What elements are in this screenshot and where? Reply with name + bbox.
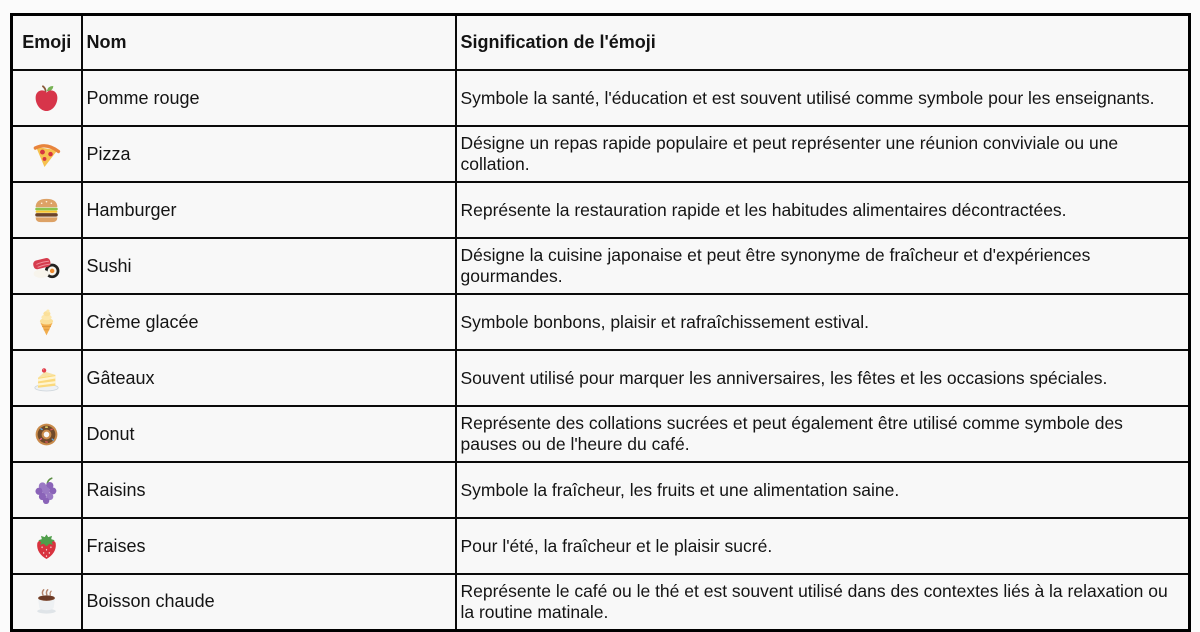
emoji-meaning: Symbole bonbons, plaisir et rafraîchissement estival. xyxy=(456,294,1190,350)
table-row xyxy=(12,406,1190,462)
table-row xyxy=(12,182,1190,238)
emoji-meaning: Représente des collations sucrées et peut également être utilisé comme symbole des pauses ou de l'heure du café. xyxy=(456,406,1190,462)
emoji-name: Gâteaux xyxy=(82,350,456,406)
emoji-meaning: Symbole la fraîcheur, les fruits et une alimentation saine. xyxy=(456,462,1190,518)
emoji-name: Crème glacée xyxy=(82,294,456,350)
emoji-meaning: Représente la restauration rapide et les habitudes alimentaires décontractées. xyxy=(456,182,1190,238)
pizza-emoji-icon xyxy=(32,140,61,169)
emoji-meaning: Souvent utilisé pour marquer les anniversaires, les fêtes et les occasions spéciales. xyxy=(456,350,1190,406)
emoji-meaning: Pour l'été, la fraîcheur et le plaisir sucré. xyxy=(456,518,1190,574)
hamburger-emoji-icon xyxy=(32,196,61,225)
red-apple-emoji-icon xyxy=(32,84,61,113)
shortcake-emoji-icon xyxy=(32,364,61,393)
emoji-meaning: Symbole la santé, l'éducation et est souvent utilisé comme symbole pour les enseignants. xyxy=(456,70,1190,126)
table-row xyxy=(12,70,1190,126)
table-row xyxy=(12,238,1190,294)
emoji-name: Pizza xyxy=(82,126,456,182)
soft-ice-cream-emoji-icon xyxy=(32,308,61,337)
emoji-meanings-table-wrap xyxy=(10,13,1191,632)
header-row xyxy=(12,15,1190,71)
table-row xyxy=(12,574,1190,630)
table-row xyxy=(12,518,1190,574)
emoji-name: Fraises xyxy=(82,518,456,574)
emoji-meaning: Désigne la cuisine japonaise et peut être synonyme de fraîcheur et d'expériences gourmandes. xyxy=(456,238,1190,294)
hot-beverage-emoji-icon xyxy=(32,587,61,616)
grapes-emoji-icon xyxy=(32,476,61,505)
emoji-name: Pomme rouge xyxy=(82,70,456,126)
emoji-meaning: Désigne un repas rapide populaire et peut représenter une réunion conviviale ou une collation. xyxy=(456,126,1190,182)
emoji-name: Boisson chaude xyxy=(82,574,456,630)
donut-emoji-icon xyxy=(32,420,61,449)
table-row xyxy=(12,350,1190,406)
column-header-signification: Signification de l'émoji xyxy=(456,15,1190,71)
sushi-emoji-icon xyxy=(32,252,61,281)
table-row xyxy=(12,462,1190,518)
emoji-meanings-table xyxy=(10,13,1191,632)
column-header-nom: Nom xyxy=(82,15,456,71)
emoji-meaning: Représente le café ou le thé et est souvent utilisé dans des contextes liés à la relaxation ou la routine matinale. xyxy=(456,574,1190,630)
strawberry-emoji-icon xyxy=(32,532,61,561)
emoji-name: Donut xyxy=(82,406,456,462)
emoji-name: Sushi xyxy=(82,238,456,294)
emoji-name: Raisins xyxy=(82,462,456,518)
column-header-emoji: Emoji xyxy=(12,15,82,71)
table-row xyxy=(12,126,1190,182)
emoji-name: Hamburger xyxy=(82,182,456,238)
table-row xyxy=(12,294,1190,350)
